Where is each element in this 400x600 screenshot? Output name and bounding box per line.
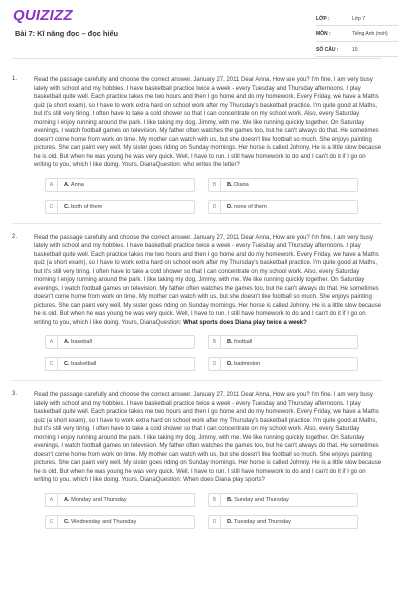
option-text: Anna [70, 181, 84, 188]
option-label [58, 182, 84, 188]
answer-options [45, 178, 382, 214]
option-key: A. [64, 496, 70, 503]
option-label [221, 519, 291, 525]
option-letter-box: B [209, 336, 221, 348]
option-label [58, 339, 92, 345]
option-key: C. [64, 518, 70, 525]
question-list [12, 76, 382, 529]
answer-option[interactable] [45, 515, 195, 529]
question-prompt: who writes the letter? [183, 162, 240, 168]
answer-options [45, 335, 382, 371]
option-text: Sunday and Thursday [234, 496, 289, 503]
option-key: D. [227, 203, 233, 210]
option-letter-box: C [46, 201, 58, 213]
option-text: Diana [234, 181, 249, 188]
option-text: none of them [234, 203, 267, 210]
answer-option[interactable] [208, 493, 358, 507]
meta-label: LỚP : [316, 15, 330, 22]
meta-label: MÔN : [316, 31, 331, 37]
option-key: D. [227, 361, 233, 367]
question-block [12, 391, 382, 529]
passage-text: Read the passage carefully and choose the correct answer. January 27, 2011 Dear Anna, How are you? I'm fine. I am very busy lately with school and my hobbies. I have basketball practice twice a week - every Tuesday and Thursday afternoons. I play basketball quite well. Each practice takes me two hours and then I go home and do my homework. Every Friday, we have a Maths quiz (a short exam), so I have to work extra hard on school work after my Thursday's basketball practice. I'm quite good at Maths, but it's still very tiring. I often have to take a cold shower so that I can concentrate on my school work. Also, every Saturday morning I enjoy running around the park. I like taking my dog, Jimmy, with me. We like running quickly together. On Saturday evenings, I watch football games on television. My father often watches the games too, but he can't always do that. He sometimes doesn't come home from work on time. My mother can watch with us, but she doesn't like football so much. She enjoys painting pictures. She can paint very well. My sister goes riding on Sunday mornings. Her horse is called Johnny. He is a little slow because he is old. But when he was young he was very quick. Well, I have to run. I still have homework to do and I can't do it if I go on writing to you, which I like doing. Yours, DianaQuestion: [34, 77, 382, 168]
option-text: Tuesday and Thursday [234, 518, 291, 525]
question-prompt: When does Diana play sports? [183, 477, 265, 483]
option-letter-box: D [209, 201, 221, 213]
option-label [221, 182, 249, 188]
option-key: A. [64, 181, 70, 188]
question-text [34, 391, 382, 485]
option-text: Wednesday and Thursday [71, 518, 137, 525]
question-text [34, 76, 382, 170]
answer-option[interactable] [208, 335, 358, 349]
meta-row-count [316, 43, 398, 57]
passage-text: Read the passage carefully and choose the correct answer. January 27, 2011 Dear Anna, How are you? I'm fine. I am very busy lately with school and my hobbies. I have basketball practice twice a week - every Tuesday and Thursday afternoons. I play basketball quite well. Each practice takes me two hours and then I go home and do my homework. Every Friday, we have a Maths quiz (a short exam), so I have to work extra hard on school work after my Thursday's basketball practice. I'm quite good at Maths, but it's still very tiring. I often have to take a cold shower so that I can concentrate on my school work. Also, every Saturday morning I enjoy running around the park. I like taking my dog, Jimmy, with me. We like running quickly together. On Saturday evenings, I watch football games on television. My father often watches the games too, but he can't always do that. He sometimes doesn't come home from work on time. My mother can watch with us, but she doesn't like football so much. She enjoys painting pictures. She can paint very well. My sister goes riding on Sunday mornings. Her horse is called Johnny. He is a little slow because he is old. But when he was young he was very quick. Well, I have to run. I still have homework to do and I can't do it if I go on writing to you, which I like doing. Yours, DianaQuestion: [34, 392, 382, 483]
option-text: badminton [234, 361, 261, 367]
answer-option[interactable] [208, 515, 358, 529]
answer-option[interactable] [45, 178, 195, 192]
option-letter-box: A [46, 179, 58, 191]
question-number: 3. [12, 391, 18, 397]
option-text: football [234, 339, 253, 345]
option-text: basketball [71, 361, 97, 367]
question-block [12, 76, 382, 224]
option-letter-box: A [46, 336, 58, 348]
meta-value: Lớp 7 [352, 15, 366, 22]
answer-option[interactable] [208, 178, 358, 192]
option-letter-box: A [46, 494, 58, 506]
option-letter-box: D [209, 516, 221, 528]
quizizz-logo: QUIZIZZ [13, 7, 73, 24]
option-letter-box: C [46, 358, 58, 370]
option-key: D. [227, 518, 233, 525]
answer-option[interactable] [45, 493, 195, 507]
option-label [58, 497, 127, 503]
answer-option[interactable] [45, 357, 195, 371]
option-letter-box: C [46, 516, 58, 528]
option-letter-box: B [209, 494, 221, 506]
answer-option[interactable] [45, 200, 195, 214]
option-text: both of them [71, 203, 103, 210]
option-label [221, 497, 289, 503]
option-text: Monday and Thursday [71, 496, 127, 503]
question-prompt: What sports does Diana play twice a week? [183, 319, 307, 326]
worksheet-header [12, 0, 388, 59]
answer-options [45, 493, 382, 529]
question-text [34, 234, 382, 328]
question-number: 1. [12, 76, 18, 82]
answer-option[interactable] [45, 335, 195, 349]
meta-label: SỐ CÂU : [316, 46, 339, 53]
option-key: B. [227, 496, 233, 503]
option-key: A. [64, 339, 70, 345]
worksheet-meta [316, 12, 398, 59]
option-label [221, 204, 267, 210]
option-letter-box: B [209, 179, 221, 191]
question-number: 2. [12, 233, 18, 240]
answer-option[interactable] [208, 357, 358, 371]
option-label [221, 339, 252, 345]
question-divider [12, 223, 382, 224]
meta-row-class [316, 12, 398, 26]
option-label [58, 204, 102, 210]
option-label [58, 519, 136, 525]
meta-value: 10 [352, 46, 358, 53]
answer-option[interactable] [208, 200, 358, 214]
option-key: B. [227, 181, 233, 188]
option-key: B. [227, 339, 233, 345]
option-key: C. [64, 203, 70, 210]
option-text: baseball [71, 339, 92, 345]
option-key: C. [64, 361, 70, 367]
option-label [58, 361, 96, 367]
worksheet-title: Bài 7: Kĩ năng đọc – đọc hiểu [15, 29, 119, 38]
option-letter-box: D [209, 358, 221, 370]
question-block [12, 234, 382, 382]
passage-text: Read the passage carefully and choose the correct answer. January 27, 2011 Dear Anna, How are you? I'm fine. I am very busy lately with school and my hobbies. I have basketball practice twice a week - every Tuesday and Thursday afternoons. I play basketball quite well. Each practice takes me two hours and then I go home and do my homework. Every Friday, we have a Maths quiz (a short exam), so I have to work extra hard on school work after my Thursday's basketball practice. I'm quite good at Maths, but it's still very tiring. I often have to take a cold shower so that I can concentrate on my school work. Also, every Saturday morning I enjoy running around the park. I like taking my dog, Jimmy, with me. We like running quickly together. On Saturday evenings, I watch football games on television. My father often watches the games too, but he can't always do that. He sometimes doesn't come home from work on time. My mother can watch with us, but she doesn't like football so much. She enjoys painting pictures. She can paint very well. My sister goes riding on Sunday mornings. Her horse is called Johnny. He is a little slow because he is old. But when he was young he was very quick. Well, I have to run. I still have homework to do and I can't do it if I go on writing to you, which I like doing. Yours, DianaQuestion: [34, 234, 382, 326]
meta-row-subject [316, 28, 398, 42]
meta-value: Tiếng Anh (mới) [352, 31, 388, 37]
question-divider [12, 380, 382, 381]
option-label [221, 361, 260, 367]
